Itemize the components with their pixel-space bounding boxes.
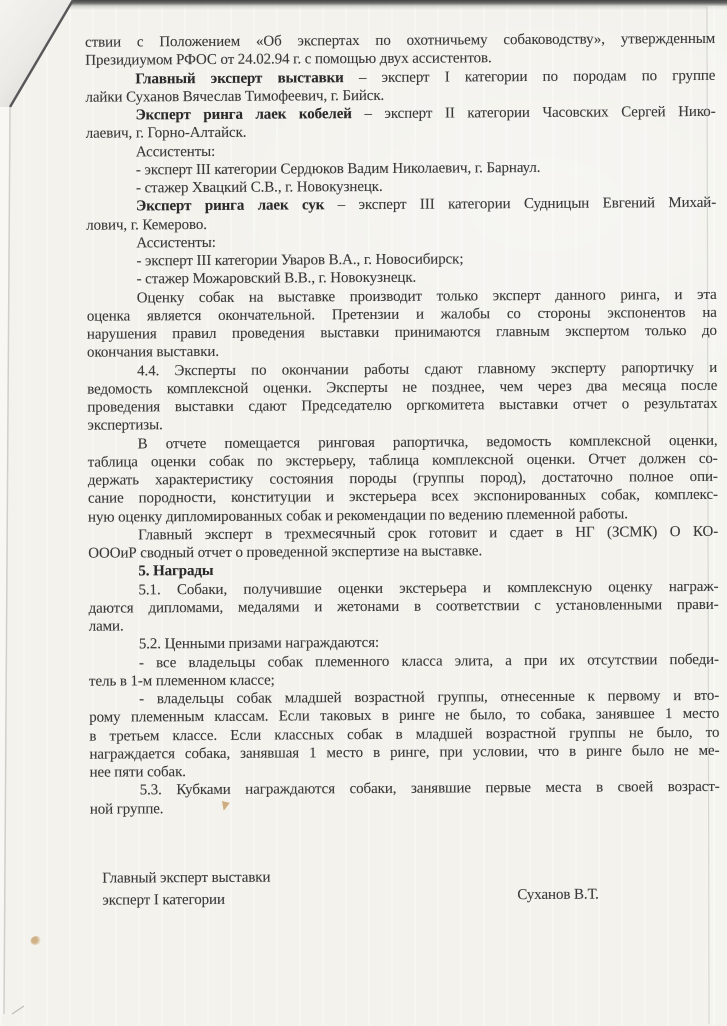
document-line [86,194,716,216]
document-line-text: в третьем классе. Если классных собак в младшей возрастной группы не было, то [89,724,720,745]
document-line-text: 5.1. Собаки, получившие оценки экстерьера и комплексную оценку награж- [138,578,719,598]
document-line-text: - стажер Можаровский В.В., г. Новокузнецк. [136,269,417,288]
document-line-text: лами. [88,618,124,635]
document-line-text: даются дипломами, медалями и жетонами в соответствии с установленными прави- [88,596,719,617]
document-lines [85,30,720,819]
document-line [89,742,719,764]
document-line [90,778,720,800]
document-line-text: лаевич, г. Горно-Алтайск. [85,124,247,142]
document-line-text: 5.3. Кубками награждаются собаки, занявшие первые места в своей возраст- [139,779,720,799]
signature-role-line1: Главный эксперт выставки [102,869,271,887]
document-line-bold-text: 5. Награды [138,563,214,580]
document-line-text: окончания выставки. [86,344,219,361]
document-line-text: 5.2. Ценными призами награждаются: [138,635,380,653]
document-line [85,66,715,88]
document-line-text: - владельцы собак младшей возрастной группы, отнесенные к первому и вто- [139,687,720,708]
document-line-text: Ассистенты: [136,234,216,252]
document-line-text: тель в 1-м племенном классе; [88,672,275,690]
document-line-text: держать характеристику состояния породы (группы пород), достаточно полное опи- [87,468,718,489]
document-line-text: ную оценку дипломированных собак и рекомендации по ведению племенной работы. [87,505,628,526]
document-line-text: – эксперт II категории Часовских Сергей Нико- [351,103,716,123]
document-line-text: ствии с Положением «Об экспертах по охотничьему собаководству», утвержденным [85,30,716,51]
document-line-text: Оценку собак на выставке производит только эксперт данного ринга, и эта [136,286,717,306]
document-line-text: Ассистенты: [135,143,216,160]
document-line [88,523,718,545]
document-line-text: рому племенным классам. Если таковых в ринге не было, то собака, занявшее 1 место [89,706,720,726]
signature-role-line2: эксперт I категории [102,891,225,909]
document-line-text: нарушения правил проведения выставки принимаются главным экспертом только до [86,322,717,343]
document-line-text: нее пяти собак. [89,764,186,781]
document-line [89,650,719,672]
signature-block [102,867,270,912]
document-line-text: - эксперт III категории Уваров В.А., г. Новосибирск; [136,251,464,270]
document-line-text: - эксперт III категории Сердюков Вадим Николаевич, г. Барнаул. [135,159,541,179]
document-line-bold-text: Главный эксперт выставки [135,69,344,87]
document-line-bold-text: Эксперт ринга лаек кобелей [135,106,352,124]
document-line-text: - все владельцы собак племенного класса элита, а при их отсутствии победи- [138,651,719,671]
document-line-text: ведомость комплексной оценки. Эксперты не позднее, чем через два месяца после [87,377,718,398]
document-line [89,596,719,618]
signature-name: Суханов В.Т. [517,886,599,904]
document-line-text: лайки Суханов Вячеслав Тимофеевич, г. Бийск. [85,87,385,106]
document-line-text: ной группе. [89,800,164,818]
document-line [90,796,720,818]
document-line-text: таблица оценки собак по экстерьеру, таблица комплексной оценки. Отчет должен со- [87,450,718,471]
document-line-text: 4.4. Эксперты по окончании работы сдают главному эксперту рапортичку и [137,359,718,379]
document-line-text: награждается собака, занявшая 1 место в ринге, при условии, что в ринге было не ме- [89,742,720,763]
document-line-text: лович, г. Кемерово. [86,216,207,234]
document-line-text: ОООиР сводный отчет о проведенной экспертизе на выставке. [88,543,483,562]
document-line-text: Главный эксперт в трехмесячный срок готовит и сдает в НГ (ЗСМК) О КО- [138,523,719,544]
ink-speck [31,936,41,945]
document-line-text: экспертизы. [87,417,163,434]
document-line-text: – эксперт III категории Судницын Евгений Михай- [324,195,717,214]
document-line-text: оценка является окончательной. Претензии и жалобы со стороны экспонентов на [86,304,717,325]
document-line-text: сание породности, конституции и экстерьера всех экспонированных собак, комплекс- [87,487,718,507]
document-line-text: – эксперт I категории по породам по группе [343,67,716,86]
document-line-text: проведения выставки сдают Председателю оргкомитета выставки отчет о результатах [87,395,718,416]
document-line-bold-text: Эксперт ринга лаек сук [136,197,325,215]
document-line-text: В отчете помещается ринговая рапортичка, ведомость комплексной оценки, [137,432,718,452]
document-line-text: - стажер Хвацкий С.В., г. Новокузнецк. [135,178,383,197]
document-line-text: Президиумом РФОС от 24.02.94 г. с помощью двух ассистентов. [85,50,492,69]
